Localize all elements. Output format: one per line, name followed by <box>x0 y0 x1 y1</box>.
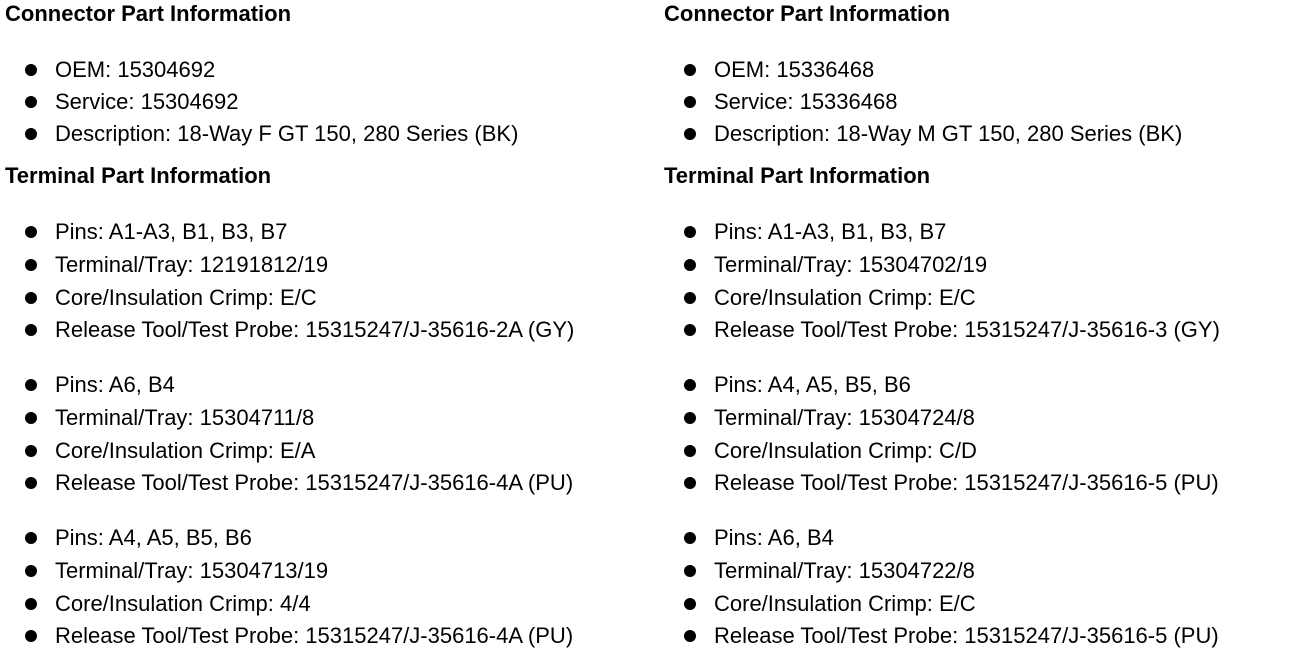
description-value: Description: 18-Way M GT 150, 280 Series (BK) <box>714 121 1183 146</box>
bullet-icon <box>684 259 696 271</box>
bullet-icon <box>25 565 37 577</box>
service-value: Service: 15336468 <box>714 89 898 114</box>
oem-value: OEM: 15304692 <box>55 57 216 82</box>
bullet-icon <box>25 379 37 391</box>
bullet-icon <box>684 630 696 642</box>
pins-value: Pins: A1-A3, B1, B3, B7 <box>55 219 288 244</box>
bullet-icon <box>684 292 696 304</box>
terminal-part-heading: Terminal Part Information <box>664 163 931 188</box>
bullet-icon <box>684 532 696 544</box>
bullet-icon <box>684 64 696 76</box>
bullet-icon <box>684 598 696 610</box>
crimp-value: Core/Insulation Crimp: E/C <box>714 591 976 616</box>
bullet-icon <box>684 379 696 391</box>
terminal-tray-value: Terminal/Tray: 15304711/8 <box>55 405 315 430</box>
pins-value: Pins: A1-A3, B1, B3, B7 <box>714 219 947 244</box>
terminal-tray-value: Terminal/Tray: 15304724/8 <box>714 405 975 430</box>
bullet-icon <box>684 565 696 577</box>
bullet-icon <box>25 292 37 304</box>
bullet-icon <box>684 226 696 238</box>
pins-value: Pins: A6, B4 <box>714 525 834 550</box>
bullet-icon <box>684 324 696 336</box>
bullet-icon <box>684 96 696 108</box>
terminal-tray-value: Terminal/Tray: 12191812/19 <box>55 252 329 277</box>
crimp-value: Core/Insulation Crimp: C/D <box>714 438 977 463</box>
bullet-icon <box>25 128 37 140</box>
bullet-icon <box>684 128 696 140</box>
service-value: Service: 15304692 <box>55 89 239 114</box>
release-tool-value: Release Tool/Test Probe: 15315247/J-35616-4A (PU) <box>55 470 574 495</box>
bullet-icon <box>25 477 37 489</box>
bullet-icon <box>25 445 37 457</box>
oem-value: OEM: 15336468 <box>714 57 875 82</box>
pins-value: Pins: A4, A5, B5, B6 <box>714 372 911 397</box>
bullet-icon <box>25 96 37 108</box>
bullet-icon <box>25 226 37 238</box>
release-tool-value: Release Tool/Test Probe: 15315247/J-35616-4A (PU) <box>55 623 574 648</box>
release-tool-value: Release Tool/Test Probe: 15315247/J-35616-2A (GY) <box>55 317 575 342</box>
terminal-tray-value: Terminal/Tray: 15304713/19 <box>55 558 329 583</box>
bullet-icon <box>684 412 696 424</box>
pins-value: Pins: A6, B4 <box>55 372 175 397</box>
bullet-icon <box>25 324 37 336</box>
bullet-icon <box>25 412 37 424</box>
bullet-icon <box>25 630 37 642</box>
pins-value: Pins: A4, A5, B5, B6 <box>55 525 252 550</box>
crimp-value: Core/Insulation Crimp: E/C <box>55 285 317 310</box>
crimp-value: Core/Insulation Crimp: E/C <box>714 285 976 310</box>
connector-part-heading: Connector Part Information <box>664 1 951 26</box>
crimp-value: Core/Insulation Crimp: 4/4 <box>55 591 311 616</box>
bullet-icon <box>25 598 37 610</box>
bullet-icon <box>684 477 696 489</box>
release-tool-value: Release Tool/Test Probe: 15315247/J-35616-5 (PU) <box>714 623 1219 648</box>
terminal-part-heading: Terminal Part Information <box>5 163 272 188</box>
bullet-icon <box>684 445 696 457</box>
bullet-icon <box>25 64 37 76</box>
terminal-tray-value: Terminal/Tray: 15304722/8 <box>714 558 975 583</box>
description-value: Description: 18-Way F GT 150, 280 Series (BK) <box>55 121 519 146</box>
crimp-value: Core/Insulation Crimp: E/A <box>55 438 316 463</box>
terminal-tray-value: Terminal/Tray: 15304702/19 <box>714 252 988 277</box>
release-tool-value: Release Tool/Test Probe: 15315247/J-35616-3 (GY) <box>714 317 1220 342</box>
connector-part-heading: Connector Part Information <box>5 1 292 26</box>
release-tool-value: Release Tool/Test Probe: 15315247/J-35616-5 (PU) <box>714 470 1219 495</box>
bullet-icon <box>25 259 37 271</box>
bullet-icon <box>25 532 37 544</box>
